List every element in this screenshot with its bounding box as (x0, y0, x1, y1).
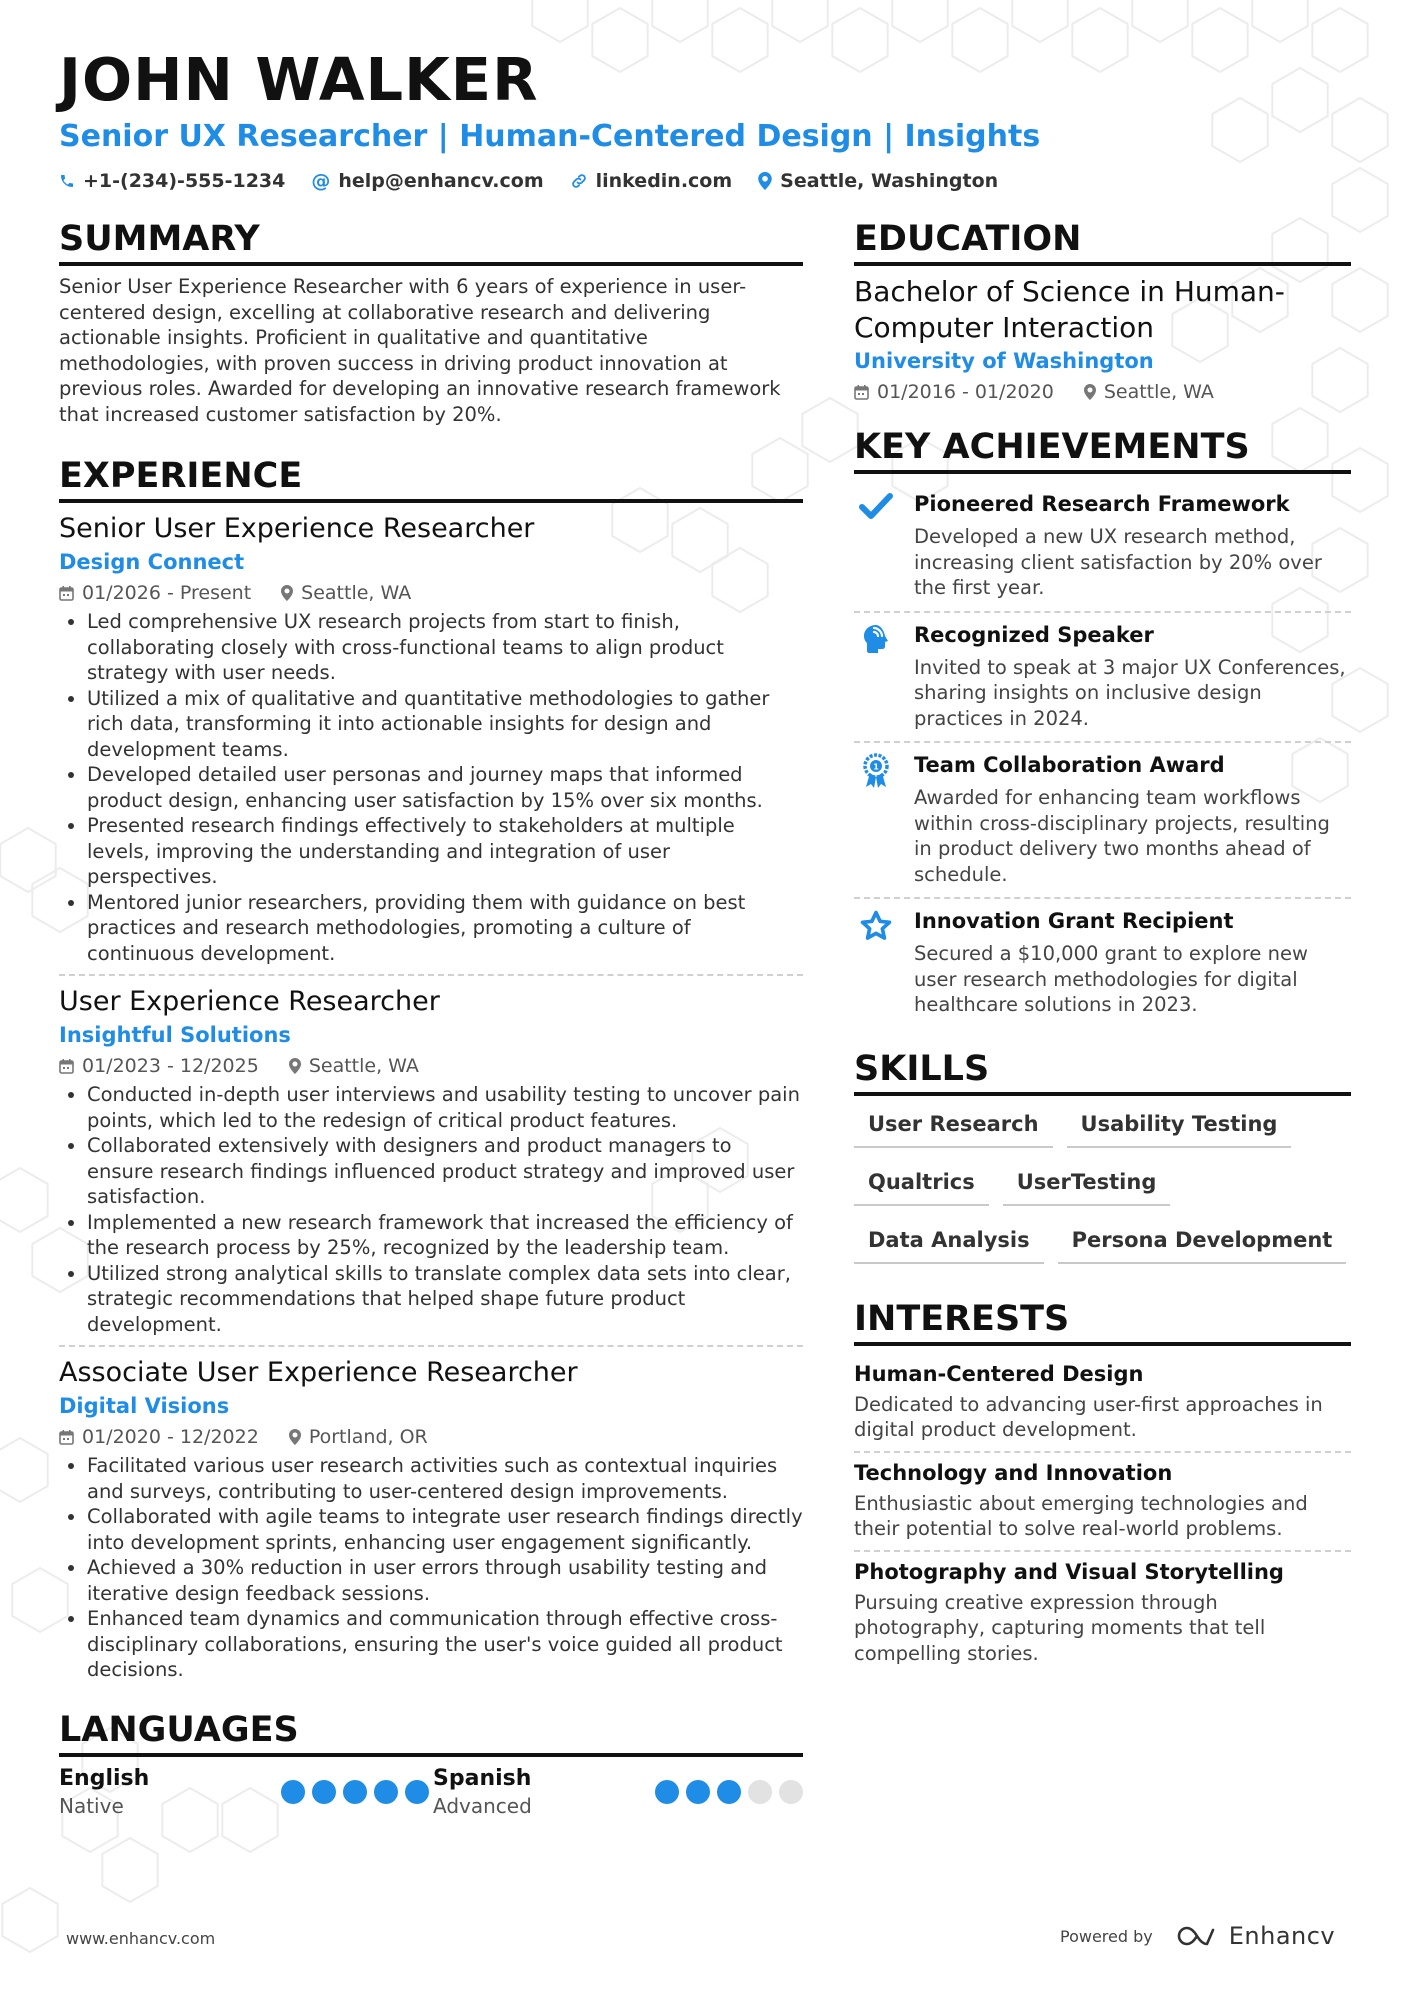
language-item (59, 1765, 429, 1819)
contact-location (758, 168, 998, 194)
job-location: Seattle, WA (301, 582, 412, 604)
achievement-title: Team Collaboration Award (914, 753, 1225, 777)
proficiency-dot-filled (686, 1780, 710, 1804)
achievement-item (854, 741, 1351, 897)
at-icon: @ (311, 170, 331, 192)
skills-section (854, 1048, 1351, 1264)
contact-phone[interactable] (59, 168, 285, 194)
job-location: Portland, OR (308, 1426, 428, 1448)
languages-title: LANGUAGES (59, 1709, 803, 1757)
bullet: • Conducted in-depth user interviews and usability testing to uncover pain points, which led to the redesign of critical product features. (87, 1082, 803, 1133)
language-level: Advanced (433, 1793, 532, 1818)
experience-title: EXPERIENCE (59, 455, 803, 503)
award-ribbon-icon (854, 751, 898, 887)
language-item (433, 1765, 803, 1819)
footer-branding (1060, 1922, 1335, 1950)
job-entry (59, 1345, 803, 1691)
job-meta (59, 579, 803, 607)
proficiency-dot-filled (655, 1780, 679, 1804)
job-bullets (59, 1453, 803, 1683)
bullet: • Mentored junior researchers, providing them with guidance on best practices and research methodologies, promoting a culture of continuous development. (87, 890, 803, 967)
proficiency-dot-filled (343, 1780, 367, 1804)
bullet: • Collaborated with agile teams to integrate user research findings directly into development sprints, enhancing user engagement significantly. (87, 1504, 803, 1555)
location-icon (1084, 384, 1096, 400)
interest-item (854, 1451, 1351, 1550)
job-meta (59, 1052, 803, 1080)
education-dates: 01/2016 - 01/2020 (877, 381, 1054, 403)
achievement-title: Pioneered Research Framework (914, 492, 1290, 516)
achievement-desc: Awarded for enhancing team workflows within cross-disciplinary projects, resulting in product delivery two months ahead of schedule. (914, 786, 1330, 886)
email-text: help@enhancv.com (338, 170, 544, 192)
bullet: • Led comprehensive UX research projects from start to finish, collaborating closely with cross-functional teams to align product strategy with user needs. (87, 609, 803, 686)
job-dates: 01/2026 - Present (82, 582, 252, 604)
experience-section (59, 455, 803, 1691)
achievement-desc: Invited to speak at 3 major UX Conferences, sharing insights on inclusive design practices in 2024. (914, 655, 1346, 730)
skill-tag: Data Analysis (854, 1220, 1044, 1264)
interest-title: Human-Centered Design (854, 1361, 1144, 1386)
job-dates: 01/2023 - 12/2025 (82, 1055, 259, 1077)
proficiency-dot-filled (374, 1780, 398, 1804)
proficiency-dot-empty (748, 1780, 772, 1804)
right-column (854, 218, 1351, 1674)
proficiency-dots (281, 1780, 429, 1804)
job-bullets (59, 1082, 803, 1337)
bullet: • Achieved a 30% reduction in user errors through usability testing and iterative design feedback sessions. (87, 1555, 803, 1606)
summary-section (59, 218, 803, 427)
interests-title: INTERESTS (854, 1298, 1351, 1346)
location-icon (758, 172, 772, 190)
school-name: University of Washington (854, 349, 1154, 373)
achievement-title: Innovation Grant Recipient (914, 909, 1234, 933)
contact-bar (59, 168, 998, 194)
interest-desc: Pursuing creative expression through photography, capturing moments that tell compelling stories. (854, 1590, 1266, 1665)
proficiency-dot-filled (281, 1780, 305, 1804)
location-icon (281, 585, 293, 601)
bullet: • Implemented a new research framework that increased the efficiency of the research process by 25%, recognized by the leadership team. (87, 1210, 803, 1261)
bullet: • Utilized strong analytical skills to translate complex data sets into clear, strategic recommendations that helped shape future product development. (87, 1261, 803, 1338)
candidate-name: JOHN WALKER (59, 45, 539, 114)
phone-icon (59, 173, 75, 189)
bullet: • Developed detailed user personas and journey maps that informed product design, enhancing user satisfaction by 15% over six months. (87, 762, 803, 813)
education-meta (854, 378, 1351, 406)
job-meta (59, 1423, 803, 1451)
contact-linkedin[interactable] (570, 168, 733, 194)
skill-tag: Qualtrics (854, 1162, 989, 1206)
language-level: Native (59, 1793, 124, 1818)
location-icon (289, 1058, 301, 1074)
skill-tag: UserTesting (1003, 1162, 1171, 1206)
job-entry (59, 511, 803, 974)
summary-title: SUMMARY (59, 218, 803, 266)
location-icon (289, 1429, 301, 1445)
achievement-item (854, 482, 1351, 611)
company-name: Insightful Solutions (59, 1023, 291, 1047)
language-name: English (59, 1765, 150, 1791)
languages-section (59, 1709, 803, 1819)
speaker-head-icon (854, 621, 898, 732)
achievement-item (854, 611, 1351, 742)
skills-list (854, 1104, 1351, 1264)
enhancv-logo-icon (1177, 1925, 1221, 1947)
proficiency-dot-empty (779, 1780, 803, 1804)
education-location: Seattle, WA (1103, 381, 1214, 403)
proficiency-dot-filled (405, 1780, 429, 1804)
interest-title: Technology and Innovation (854, 1460, 1173, 1485)
company-name: Design Connect (59, 550, 245, 574)
calendar-icon (59, 585, 74, 601)
powered-by-text: Powered by (1060, 1926, 1153, 1946)
brand-logo[interactable] (1177, 1922, 1335, 1950)
bullet: • Collaborated extensively with designers and product managers to ensure research findings influenced product strategy and improved user satisfaction. (87, 1133, 803, 1210)
achievement-desc: Secured a $10,000 grant to explore new user research methodologies for digital healthcare solutions in 2023. (914, 942, 1308, 1016)
skills-title: SKILLS (854, 1048, 1351, 1096)
achievement-item (854, 897, 1351, 1028)
bullet: • Facilitated various user research activities such as contextual inquiries and surveys, contributing to user-centered design improvements. (87, 1453, 803, 1504)
job-entry (59, 974, 803, 1345)
interest-desc: Enthusiastic about emerging technologies and their potential to solve real-world problems. (854, 1491, 1308, 1540)
languages-list (59, 1765, 803, 1819)
job-location: Seattle, WA (308, 1055, 419, 1077)
brand-name: Enhancv (1228, 1922, 1336, 1950)
education-title: EDUCATION (854, 218, 1351, 266)
skill-tag: Usability Testing (1067, 1104, 1292, 1148)
calendar-icon (59, 1429, 74, 1445)
job-title: Associate User Experience Researcher (59, 1357, 578, 1388)
job-title: Senior User Experience Researcher (59, 513, 535, 544)
linkedin-text: linkedin.com (595, 170, 733, 192)
calendar-icon (59, 1058, 74, 1074)
job-bullets (59, 609, 803, 966)
interest-desc: Dedicated to advancing user-first approaches in digital product development. (854, 1392, 1323, 1441)
proficiency-dot-filled (717, 1780, 741, 1804)
link-icon (570, 172, 588, 190)
proficiency-dots (655, 1780, 803, 1804)
left-column (59, 218, 803, 1819)
interest-item (854, 1354, 1351, 1451)
job-title: User Experience Researcher (59, 986, 440, 1017)
footer-website[interactable]: www.enhancv.com (66, 1929, 216, 1948)
achievements-title: KEY ACHIEVEMENTS (854, 426, 1351, 474)
summary-text: Senior User Experience Researcher with 6 years of experience in user-centered design, excelling at collaborative research and delivering actionable insights. Proficient in qualitative and quantitative methodologies, with proven success in driving product innovation at previous roles. Awarded for developing an innovative research framework that increased customer satisfaction by 20%. (59, 275, 781, 426)
contact-email[interactable] (311, 168, 543, 194)
calendar-icon (854, 384, 869, 400)
interests-section (854, 1298, 1351, 1675)
skill-tag: Persona Development (1058, 1220, 1347, 1264)
company-name: Digital Visions (59, 1394, 230, 1418)
bullet: • Presented research findings effectively to stakeholders at multiple levels, improving the understanding and integration of user perspectives. (87, 813, 803, 890)
education-section (854, 218, 1351, 406)
location-text: Seattle, Washington (780, 170, 999, 192)
job-dates: 01/2020 - 12/2022 (82, 1426, 259, 1448)
phone-text: +1-(234)-555-1234 (83, 170, 286, 192)
interest-item (854, 1550, 1351, 1675)
language-name: Spanish (433, 1765, 532, 1791)
bullet: • Utilized a mix of qualitative and quantitative methodologies to gather rich data, transforming it into actionable insights for design and development teams. (87, 686, 803, 763)
checkmark-icon (854, 490, 898, 601)
svg-text:1: 1 (873, 762, 879, 772)
bullet: • Enhanced team dynamics and communication through effective cross-disciplinary collaborations, ensuring the user's voice guided all product decisions. (87, 1606, 803, 1683)
interest-title: Photography and Visual Storytelling (854, 1559, 1284, 1584)
star-icon (854, 907, 898, 1018)
achievements-section (854, 426, 1351, 1028)
skill-tag: User Research (854, 1104, 1053, 1148)
achievement-title: Recognized Speaker (914, 622, 1154, 647)
achievement-desc: Developed a new UX research method, increasing client satisfaction by 20% over the first year. (914, 525, 1322, 599)
degree: Bachelor of Science in Human-Computer Interaction (854, 275, 1285, 344)
proficiency-dot-filled (312, 1780, 336, 1804)
headline: Senior UX Researcher | Human-Centered Design | Insights (59, 119, 1041, 154)
